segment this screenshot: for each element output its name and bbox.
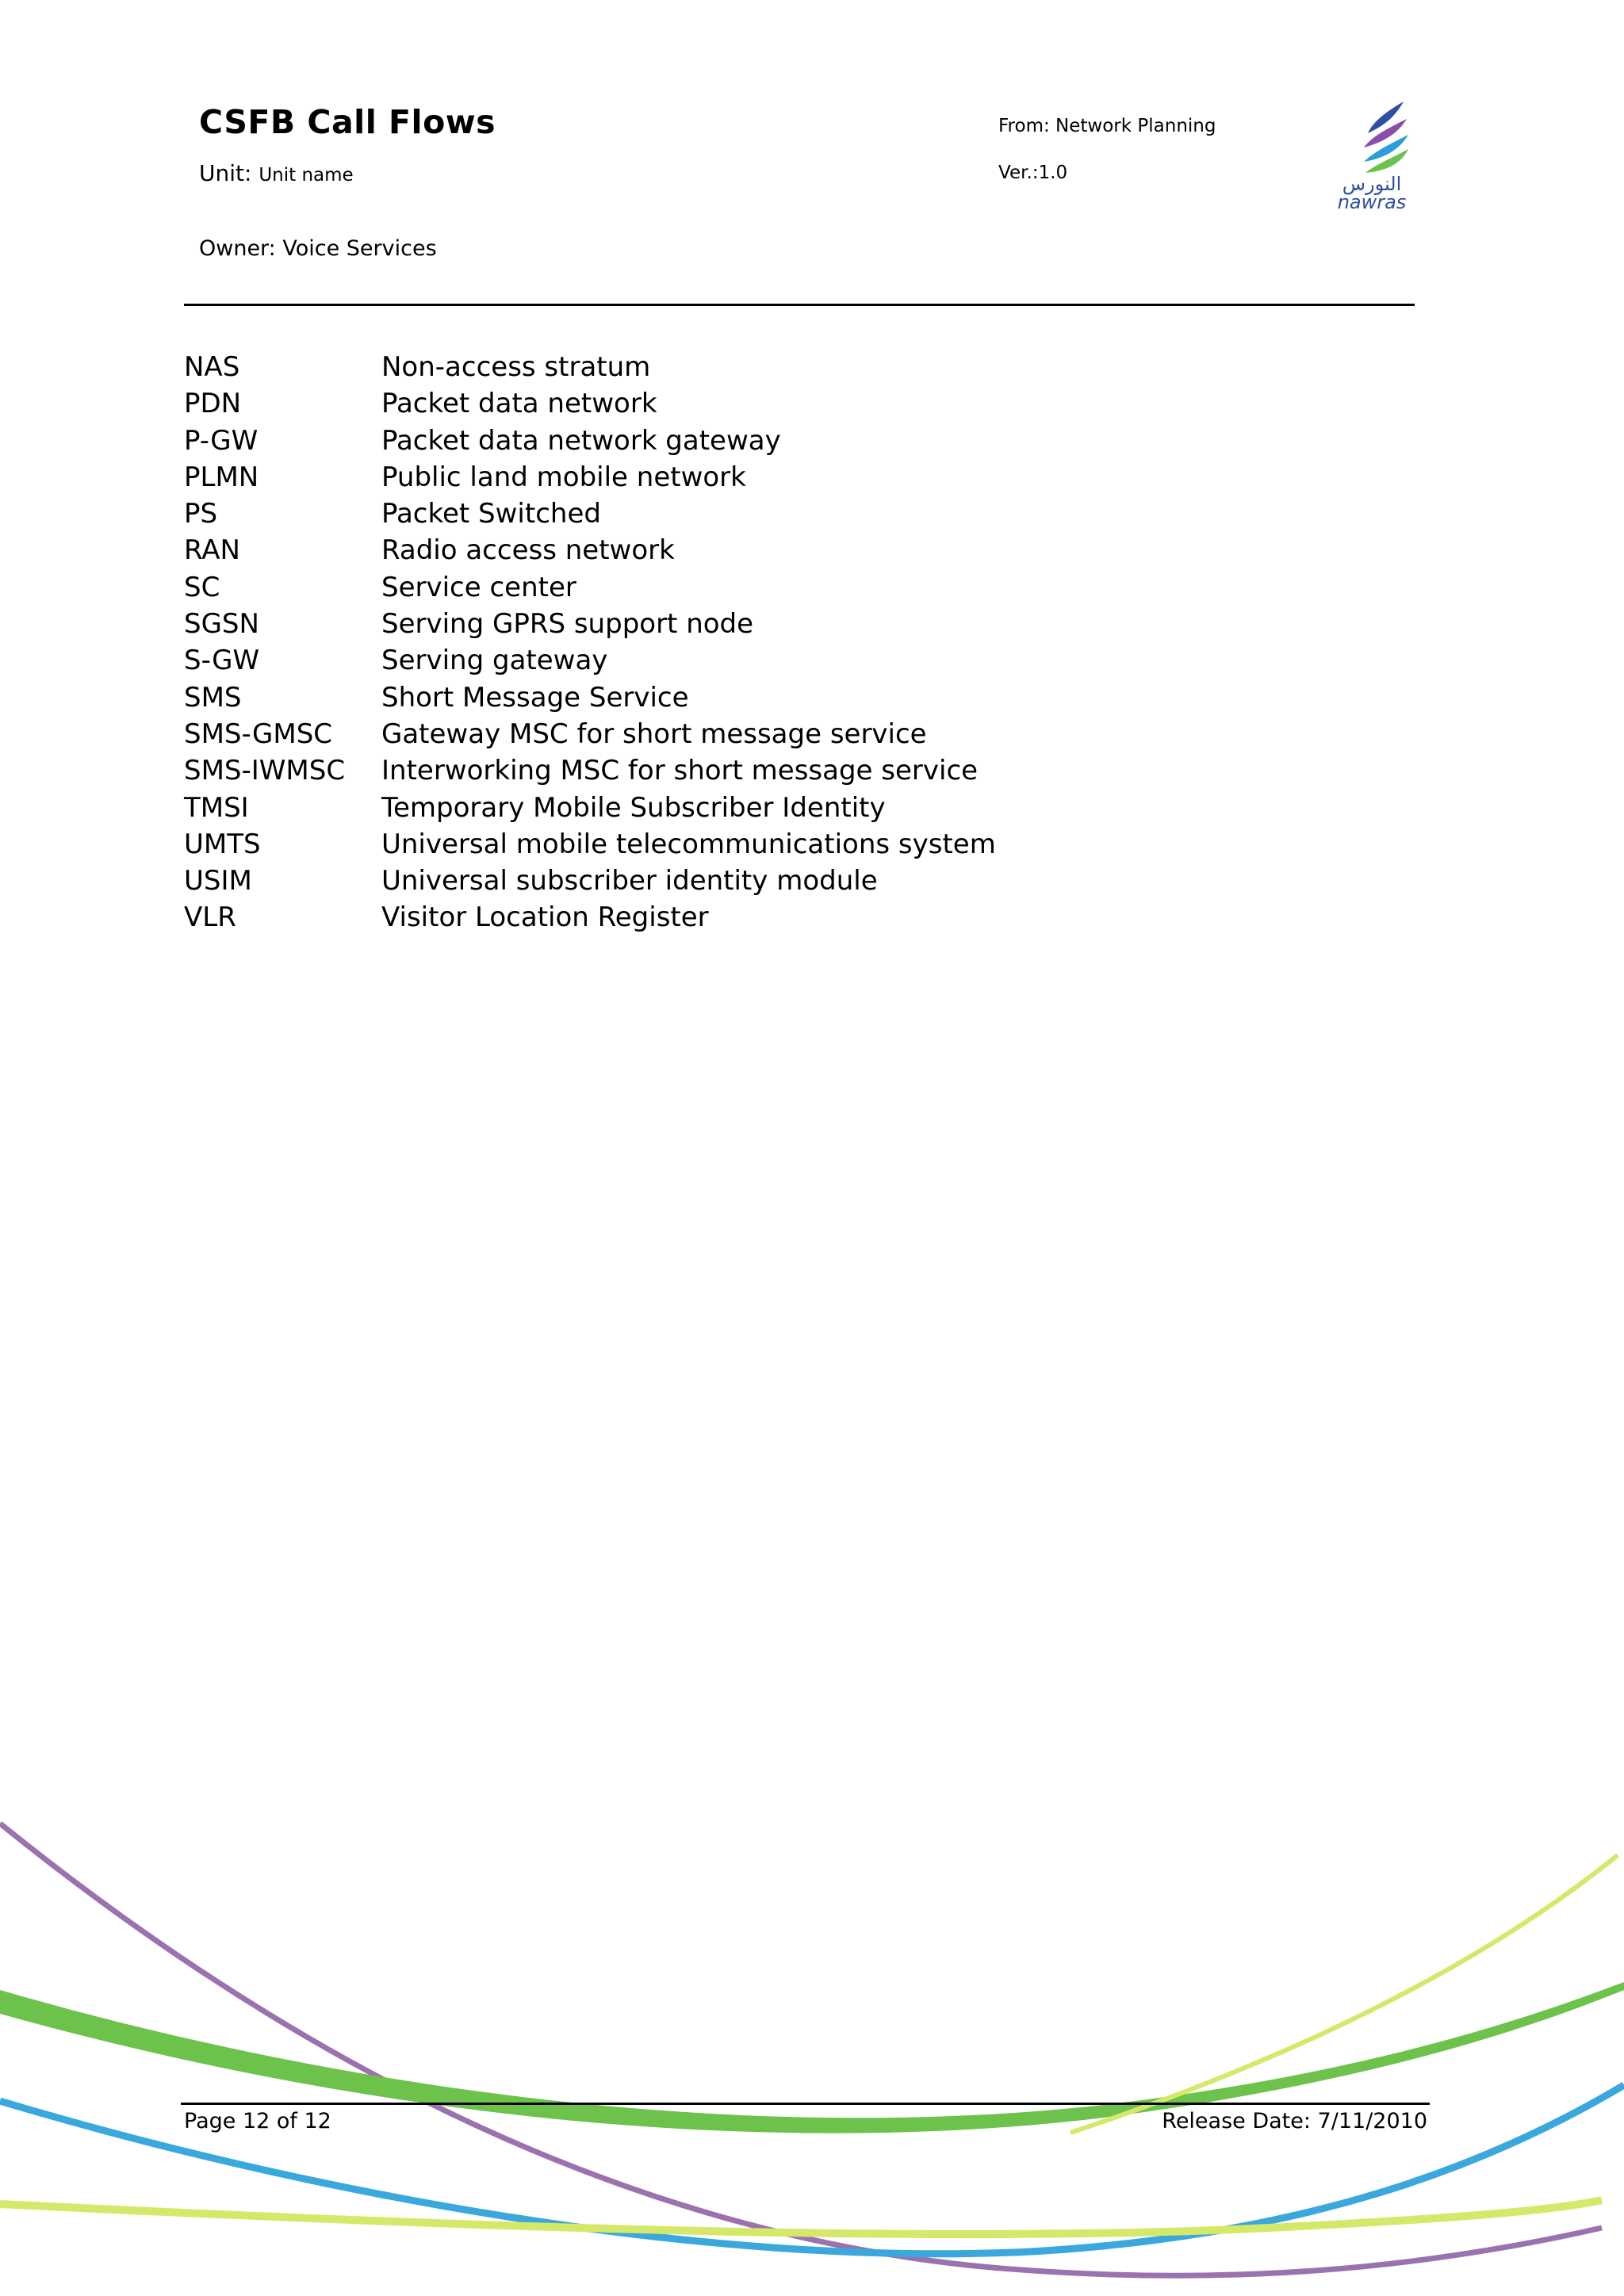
abbreviation-term: SMS-IWMSC [184, 755, 346, 787]
abbreviation-definition: Gateway MSC for short message service [381, 718, 927, 750]
unit-line [199, 160, 354, 186]
nawras-logo-icon [1324, 95, 1419, 214]
list-item [184, 716, 1215, 752]
abbreviation-definition: Serving GPRS support node [381, 608, 754, 641]
logo-arabic-text: النورس [1342, 173, 1402, 195]
version-line: Ver.:1.0 [998, 163, 1068, 183]
abbreviation-definition: Packet data network [381, 388, 657, 420]
purple-swoosh [0, 1823, 1602, 2275]
unit-label: Unit: [199, 160, 252, 186]
abbreviation-term: VLR [184, 901, 236, 934]
abbreviation-definition: Interworking MSC for short message service [381, 755, 979, 787]
abbreviation-term: RAN [184, 534, 240, 567]
list-item [184, 752, 1215, 789]
list-item [184, 496, 1215, 532]
abbreviation-term: P-GW [184, 424, 259, 457]
abbreviation-definition: Packet data network gateway [381, 424, 781, 457]
list-item [184, 642, 1215, 679]
abbreviation-term: SMS [184, 681, 242, 714]
abbreviation-definition: Universal subscriber identity module [381, 865, 878, 897]
list-item [184, 863, 1215, 899]
page-number: Page 12 of 12 [184, 2109, 331, 2133]
footer-divider [181, 2103, 1430, 2105]
nawras-logo [1324, 95, 1419, 214]
abbreviation-definition: Temporary Mobile Subscriber Identity [381, 791, 886, 824]
abbreviation-term: S-GW [184, 645, 260, 677]
list-item [184, 679, 1215, 716]
abbreviation-definition: Packet Switched [381, 498, 601, 530]
decorative-swooshes [0, 1784, 1624, 2296]
abbreviation-term: SC [184, 571, 220, 603]
abbreviation-term: UMTS [184, 828, 261, 860]
list-item [184, 349, 1215, 385]
lime-swoosh-lower [0, 2200, 1602, 2234]
abbreviation-list [184, 349, 1215, 936]
list-item [184, 899, 1215, 936]
abbreviation-term: PLMN [184, 461, 259, 493]
abbreviation-term: NAS [184, 351, 240, 383]
abbreviation-term: PDN [184, 388, 242, 420]
abbreviation-definition: Non-access stratum [381, 351, 651, 383]
abbreviation-term: PS [184, 498, 218, 530]
abbreviation-definition: Radio access network [381, 534, 675, 567]
abbreviation-definition: Visitor Location Register [381, 901, 709, 934]
abbreviation-term: SMS-GMSC [184, 718, 333, 750]
logo-text: nawras [1337, 191, 1407, 213]
abbreviation-definition: Public land mobile network [381, 461, 746, 493]
list-item [184, 790, 1215, 826]
abbreviation-definition: Service center [381, 571, 576, 603]
list-item [184, 532, 1215, 568]
abbreviation-term: USIM [184, 865, 252, 897]
from-line: From: Network Planning [998, 116, 1216, 136]
lime-swoosh-upper [1071, 1855, 1618, 2133]
unit-value: Unit name [259, 165, 354, 186]
owner-line: Owner: Voice Services [199, 236, 437, 261]
abbreviation-definition: Short Message Service [381, 681, 689, 714]
release-date: Release Date: 7/11/2010 [1162, 2109, 1427, 2133]
list-item [184, 826, 1215, 863]
abbreviation-definition: Universal mobile telecommunications system [381, 828, 996, 860]
header-divider [184, 304, 1415, 306]
document-title: CSFB Call Flows [199, 103, 496, 141]
abbreviation-term: SGSN [184, 608, 259, 641]
abbreviation-term: TMSI [184, 791, 249, 824]
list-item [184, 606, 1215, 642]
abbreviation-definition: Serving gateway [381, 645, 608, 677]
list-item [184, 385, 1215, 422]
list-item [184, 459, 1215, 496]
list-item [184, 569, 1215, 606]
list-item [184, 423, 1215, 459]
